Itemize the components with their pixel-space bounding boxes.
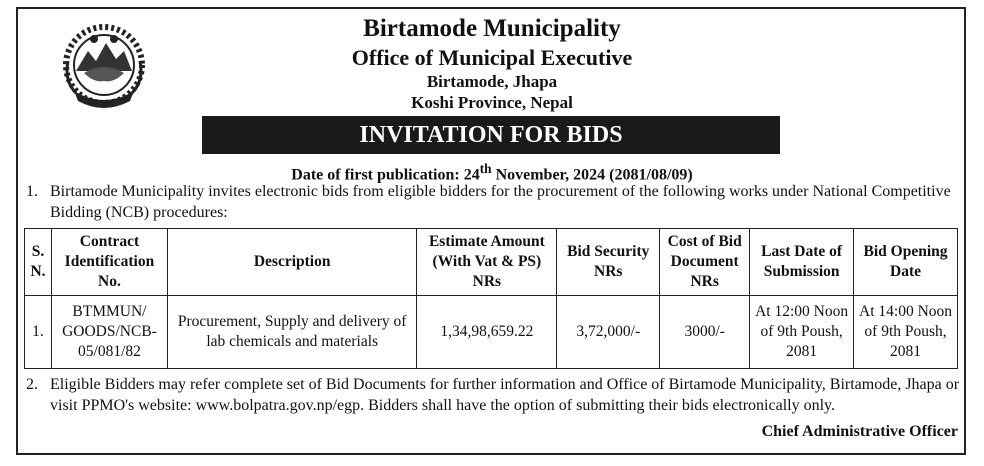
paragraph-1 [26, 181, 961, 223]
paragraph-2-text: Eligible Bidders may refer complete set of Bid Documents for further information and Office of Birtamode Municipality, Birtamode, Jhapa or visit PPMO's website: www.bolpatra.gov.np/egp. Bidders shall have the option of submitting their bids electronically only. [50, 376, 960, 414]
header-opening: Bid Opening Date [854, 229, 958, 296]
header-estimate: Estimate Amount (With Vat & PS) NRs [417, 229, 557, 296]
cell-security: 3,72,000/- [557, 296, 660, 369]
office-name: Office of Municipal Executive [351, 45, 633, 70]
publication-date-superscript: th [479, 161, 492, 176]
table-header-row [25, 229, 958, 296]
publication-date-suffix: November, 2024 (2081/08/09) [491, 166, 693, 184]
province-name: Koshi Province, Nepal [411, 93, 573, 112]
header-submission: Last Date of Submission [750, 229, 854, 296]
cell-contract-id: BTMMUN/ GOODS/NCB- 05/081/82 [51, 296, 167, 369]
paragraph-1-number: 1. [26, 183, 38, 200]
header-cost: Cost of Bid Document NRs [660, 229, 750, 296]
header-contract-id: Contract Identification No. [51, 229, 167, 296]
municipality-name: Birtamode Municipality [363, 15, 621, 42]
header-sn: S. N. [25, 229, 52, 296]
table-row [25, 296, 958, 369]
paragraph-1-text: Birtamode Municipality invites electronic bids from eligible bidders for the procurement of the following works under National Competitive Bidding (NCB) procedures: [50, 183, 951, 221]
cell-sn: 1. [25, 296, 52, 369]
signature-title: Chief Administrative Officer [761, 423, 958, 440]
bids-table [24, 228, 958, 369]
paragraph-2-number: 2. [26, 376, 38, 393]
cell-description: Procurement, Supply and delivery of lab chemicals and materials [167, 296, 417, 369]
cell-submission: At 12:00 Noon of 9th Poush, 2081 [750, 296, 854, 369]
cell-cost: 3000/- [660, 296, 750, 369]
cell-estimate: 1,34,98,659.22 [417, 296, 557, 369]
city-name: Birtamode, Jhapa [426, 72, 558, 91]
header-security: Bid Security NRs [557, 229, 660, 296]
header-description: Description [167, 229, 417, 296]
paragraph-2 [26, 374, 961, 416]
invitation-banner: INVITATION FOR BIDS [202, 116, 780, 154]
publication-date-prefix: Date of first publication: 24 [291, 166, 480, 184]
cell-opening: At 14:00 Noon of 9th Poush, 2081 [854, 296, 958, 369]
